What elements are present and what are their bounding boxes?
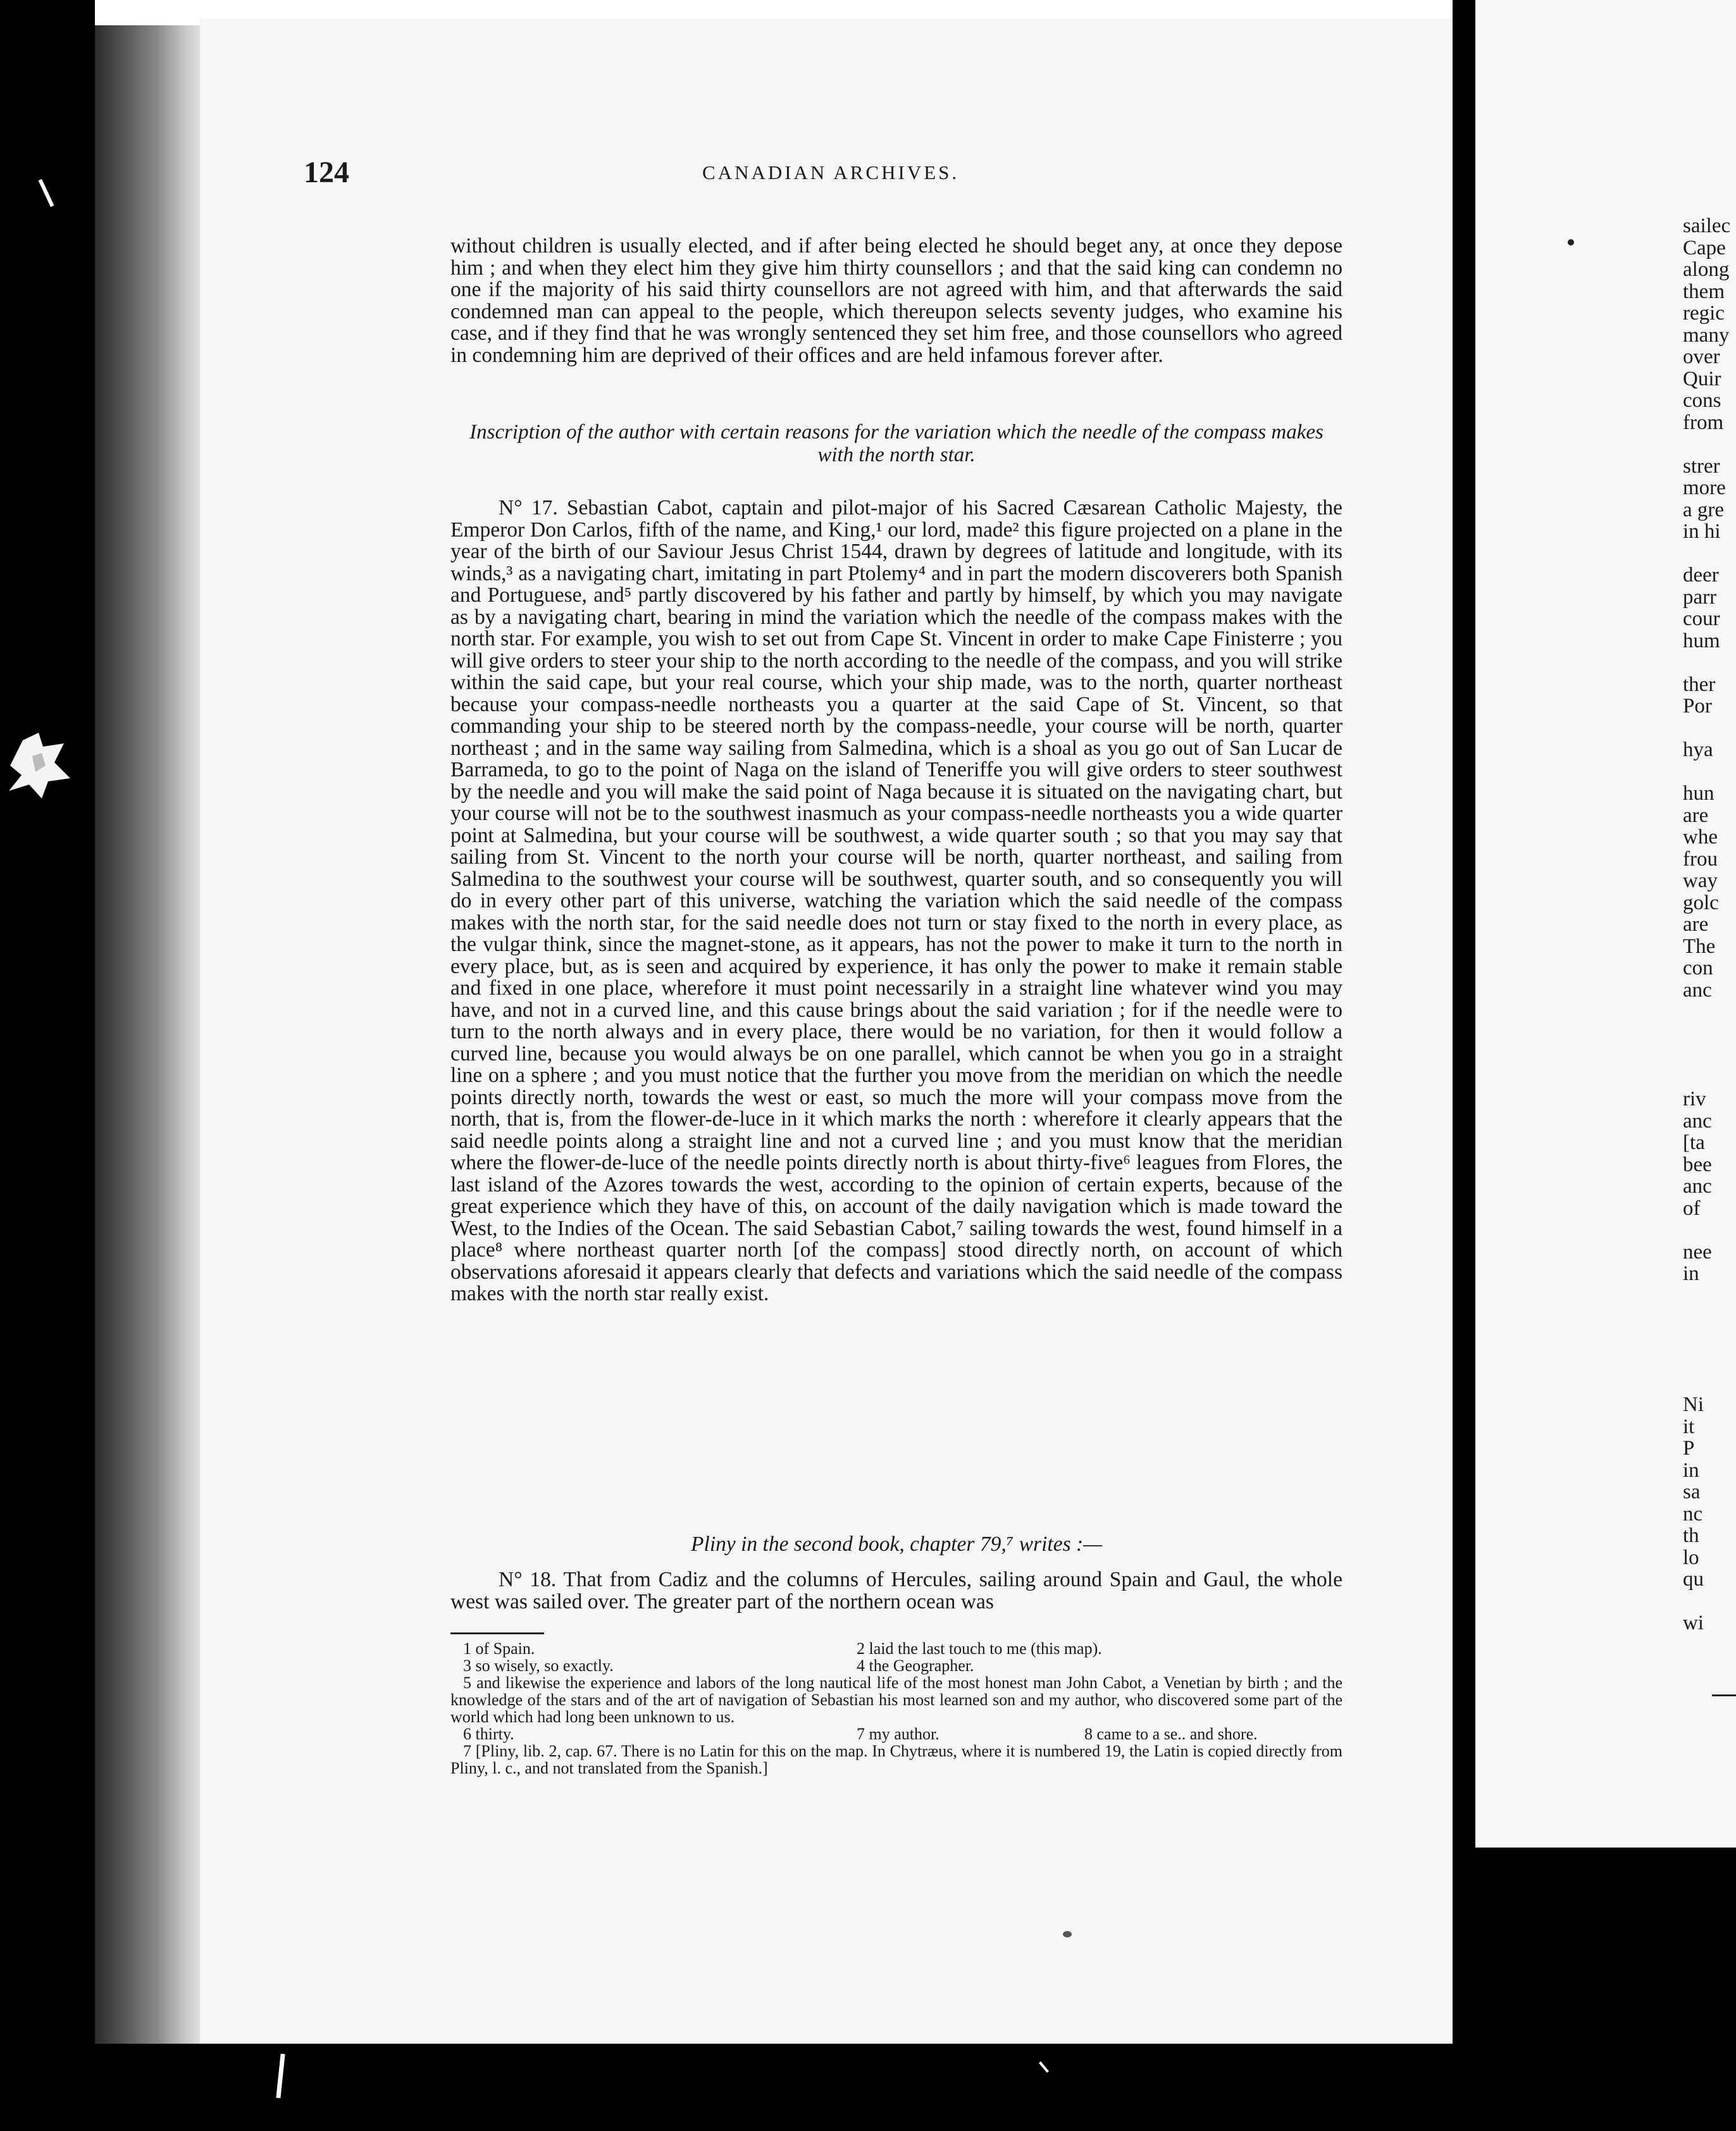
paper-tear-artifact [4, 728, 73, 804]
facing-page-fragment: are [1683, 913, 1709, 936]
facing-page-fragment [1683, 1001, 1736, 1023]
facing-page-fragment: them [1683, 280, 1725, 303]
facing-page-fragment: ther [1683, 673, 1716, 696]
facing-page-fragment [1683, 1307, 1736, 1329]
footnotes [450, 1640, 1342, 1777]
facing-page-fragment: cour [1683, 607, 1720, 630]
facing-page-fragment: more [1683, 476, 1726, 499]
facing-page-fragment: nee [1683, 1240, 1712, 1264]
facing-page-fragment [1683, 1219, 1736, 1241]
facing-page-fragment: anc [1683, 1175, 1712, 1198]
facing-page-fragment: qu [1683, 1568, 1704, 1591]
facing-page-fragment: Ni [1683, 1393, 1704, 1416]
facing-page-fragment: con [1683, 957, 1713, 979]
facing-page-fragment: sa [1683, 1481, 1701, 1503]
footnote-8: 8 came to a se.. and shore. [1084, 1725, 1258, 1743]
facing-page-fragment [1683, 1329, 1736, 1351]
facing-page-fragment: in [1683, 1262, 1699, 1285]
facing-page-fragment [1683, 761, 1736, 783]
footnote-row [450, 1640, 1342, 1657]
facing-page-fragment: Quir [1683, 367, 1721, 390]
binding-shadow [95, 25, 209, 2044]
facing-page-fragment: sailec [1683, 215, 1731, 237]
facing-page-fragment [1683, 1023, 1736, 1045]
facing-page-fragment: hum [1683, 629, 1720, 652]
footnote-7b: 7 [Pliny, lib. 2, cap. 67. There is no Latin for this on the map. In Chytræus, where it is numbered 19, the Latin is copied directly from Pliny, l. c., and not translated from the Spanish.] [450, 1742, 1342, 1777]
facing-page-fragment [1683, 652, 1736, 674]
facing-page-fragment: parr [1683, 585, 1717, 609]
page-number: 124 [304, 156, 349, 189]
facing-page-fragment: of [1683, 1196, 1701, 1220]
facing-page-fragment [1683, 1591, 1736, 1613]
facing-page-fragment: it [1683, 1415, 1695, 1438]
facing-page-fragment [1683, 1350, 1736, 1372]
facing-page-fragment: bee [1683, 1153, 1712, 1176]
paragraph-no-18: N° 18. That from Cadiz and the columns of Hercules, sailing around Spain and Gaul, the whole west was sailed over. The greater part of the northern ocean was [450, 1568, 1342, 1613]
footnote-2: 2 laid the last touch to me (this map). [857, 1639, 1102, 1658]
facing-page-fragment [1683, 1045, 1736, 1067]
facing-page-fragment: a gre [1683, 498, 1725, 521]
facing-page-fragment: hya [1683, 738, 1713, 761]
facing-page-fragment: strer [1683, 454, 1720, 478]
facing-page-fragment: many [1683, 323, 1730, 347]
facing-page-fragment: [ta [1683, 1131, 1705, 1154]
facing-page-fragment: regic [1683, 302, 1725, 325]
facing-page-fragment: deer [1683, 564, 1719, 587]
pliny-heading: Pliny in the second book, chapter 79,⁷ writes :— [691, 1532, 1102, 1556]
facing-page-fragment: frou [1683, 847, 1718, 871]
facing-page-fragment: in hi [1683, 520, 1721, 543]
footnote-6: 6 thirty. [463, 1725, 514, 1743]
facing-page-fragment: anc [1683, 1109, 1712, 1133]
facing-page-fragment [1683, 543, 1736, 565]
footnote-1: 1 of Spain. [463, 1639, 535, 1658]
footnote-5: 5 and likewise the experience and labors of the long nautical life of the most honest man John Cabot, a Venetian by birth ; and the knowledge of the stars and of the art of navigation of Sebastian his most learned son and my author, who discovered some part of the world which had long been unknown to us. [450, 1674, 1342, 1726]
facing-page-fragment [1683, 1285, 1736, 1307]
facing-page-fragment: anc [1683, 978, 1712, 1002]
facing-page-fragment: hun [1683, 782, 1714, 805]
facing-page-fragment: riv [1683, 1088, 1706, 1110]
facing-page-fragment: cons [1683, 389, 1721, 412]
scan-border-left [0, 0, 95, 2131]
footnote-row [450, 1725, 1342, 1743]
facing-page-fragment: golc [1683, 891, 1719, 914]
facing-page-fragment: over [1683, 345, 1720, 368]
running-head: CANADIAN ARCHIVES. [702, 161, 960, 183]
facing-page-fragment: whe [1683, 826, 1718, 848]
scan-border-center [1453, 0, 1475, 2131]
facing-page-fragment: th [1683, 1524, 1699, 1547]
footnote-row [450, 1657, 1342, 1674]
facing-page-fragment: along [1683, 258, 1730, 281]
facing-page-footnote-rule [1712, 1694, 1736, 1696]
facing-page-fragment: are [1683, 804, 1709, 827]
facing-page-fragment [1683, 433, 1736, 456]
scan-border-bottom-right [1475, 1848, 1736, 2131]
facing-page-fragment: Cape [1683, 236, 1726, 259]
paragraph-no-17: N° 17. Sebastian Cabot, captain and pilot-major of his Sacred Cæsarean Catholic Majesty, the Emperor Don Carlos, fifth of the name, and King,¹ our lord, made² this figure projected on a plane in the year of the birth of our Saviour Jesus Christ 1544, drawn by degrees of latitude and longitude, with its winds,³ as a navigating chart, imitating in part Ptolemy⁴ and in part the modern discoverers both Spanish and Portuguese, and⁵ partly discovered by his father and partly by himself, by which you may navigate as by a navigating chart, bearing in mind the variation which the needle of the compass makes with the north star. For example, you wish to set out from Cape St. Vincent in order to make Cape Finisterre ; you will give orders to steer your ship to the north according to the needle of the compass, and you will strike within the said cape, but your real course, which your ship made, was to the north, quarter northeast because your compass-needle northeasts you a quarter at the said Cape of St. Vincent, so that commanding your ship to be steered north by the compass-needle, your course will be north, quarter northeast ; and in the same way sailing from Salmedina, which is a shoal as you go out of San Lucar de Barrameda, to go to the point of Naga on the island of Teneriffe you will give orders to steer southwest by the needle and you will make the said point of Naga because it is situated on the navigating chart, but your course will not be to the southwest inasmuch as your compass-needle northeasts you a wide quarter point at Salmedina, but your course will be southwest, a wide quarter south ; so that you may say that sailing from St. Vincent to the north your course will be north, quarter northeast, and sailing from Salmedina to the southwest your course will be southwest, quarter south, and so consequently you will do in every other part of this universe, watching the variation which the said needle of the compass makes with the north star, for the said needle does not turn or stay fixed to the north in every place, as the vulgar think, since the magnet-stone, as it appears, has not the power to make it turn to the north in every place, but, as is seen and acquired by experience, it has only the power to make it remain stable and fixed in one place, wherefore it must point necessarily in a straight line whatever wind you may have, and not in a curved line, and this cause brings about the said variation ; for if the needle were to turn to the north always and in every place, there would be no variation, for then it would follow a curved line, because you would always be on one parallel, which cannot be when you go in a straight line on a sphere ; and you must notice that the further you move from the meridian on which the needle points directly north, towards the west or east, so much the more will your compass move from the north, that is, from the flower-de-luce in it which marks the north : wherefore it clearly appears that the said needle points along a straight line and not a curved line ; and you must know that the meridian where the flower-de-luce of the needle points directly north is about thirty-five⁶ leagues from Flores, the last island of the Azores towards the west, according to the opinion of certain experts, because of the great experience which they have of this, on account of the daily navigation which is made toward the West, to the Indies of the Ocean. The said Sebastian Cabot,⁷ sailing towards the west, found himself in a place⁸ where northeast quarter north [of the compass] stood directly north, on account of which observations aforesaid it appears clearly that defects and variations which the said needle of the compass makes with the north star really exist. [450, 496, 1342, 1305]
facing-page-fragment: nc [1683, 1502, 1703, 1525]
facing-page-fragment: The [1683, 935, 1716, 958]
facing-page-fragment: way [1683, 869, 1718, 892]
facing-page-fragment: in [1683, 1458, 1699, 1482]
facing-page-fragment [1683, 718, 1736, 740]
facing-page-fragment: from [1683, 411, 1724, 434]
facing-page-fragment: lo [1683, 1546, 1699, 1569]
facing-page-dot [1568, 239, 1574, 245]
facing-page-fragment: Por [1683, 695, 1712, 718]
footnote-3: 3 so wisely, so exactly. [463, 1656, 614, 1675]
section-caption: Inscription of the author with certain reasons for the variation which the needle of the compass makes with the north star. [469, 421, 1324, 466]
footnote-7a: 7 my author. [857, 1725, 939, 1743]
facing-page-fragment [1683, 1067, 1736, 1089]
facing-page-fragment: wi [1683, 1612, 1704, 1634]
facing-page-text [1683, 215, 1736, 1634]
facing-page-fragment [1683, 1372, 1736, 1395]
footnote-rule [450, 1632, 544, 1634]
facing-page-fragment: P [1683, 1437, 1695, 1460]
ink-smudge [1063, 1931, 1072, 1937]
paragraph-continuation: without children is usually elected, and if after being elected he should beget any, at once they depose him ; and when they elect him they give him thirty counsellors ; and that the said king can condemn no one if the majority of his said thirty counsellors are not agreed with him, and that afterwards the said condemned man can appeal to the people, which thereupon selects seventy judges, who examine his case, and if they find that he was wrongly sentenced they set him free, and those counsellors who agreed in condemning him are deprived of their offices and are held infamous forever after. [450, 234, 1342, 367]
footnote-4: 4 the Geographer. [857, 1656, 974, 1675]
